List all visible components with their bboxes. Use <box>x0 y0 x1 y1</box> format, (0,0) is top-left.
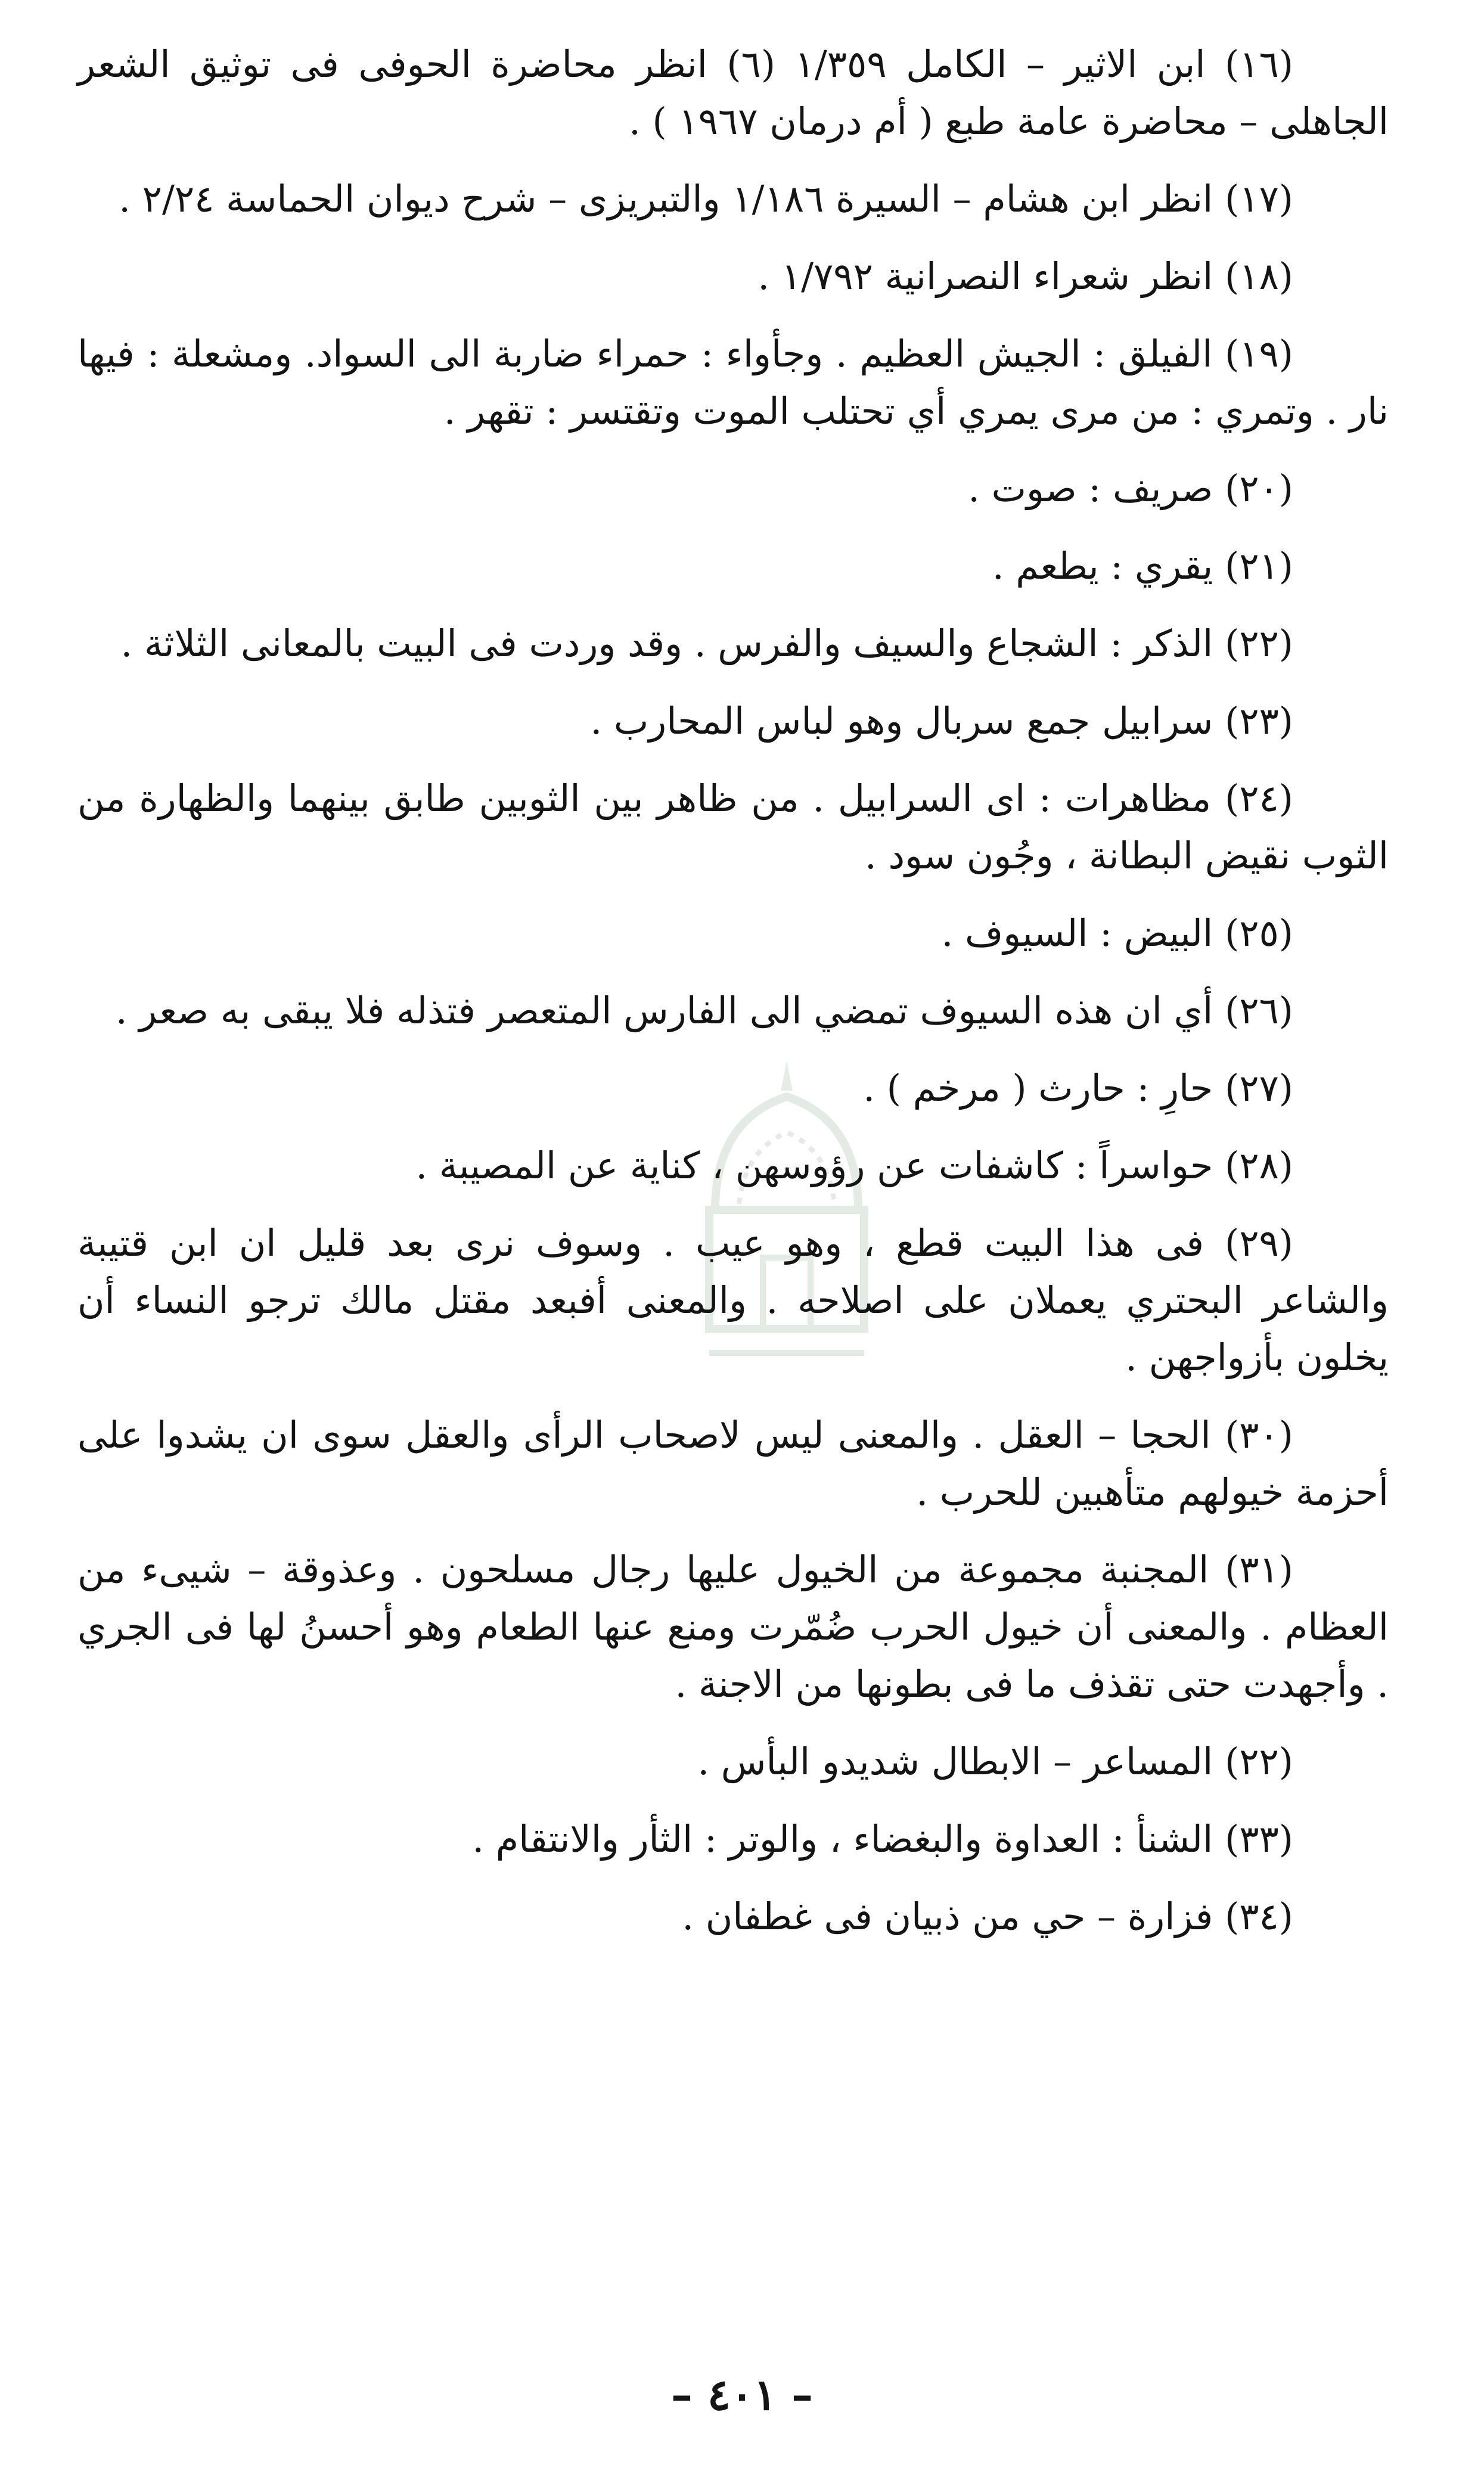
footnote-number: (٢٢) <box>1224 622 1293 665</box>
footnote-number: (٣٠) <box>1224 1413 1293 1457</box>
footnote-number: (٢٠) <box>1224 467 1293 510</box>
footnote-text: حواسراً : كاشفات عن رؤوسهن ، كناية عن المصيبة . <box>415 1144 1213 1187</box>
footnote-text: صريف : صوت . <box>968 467 1213 510</box>
footnote-number: (٢٥) <box>1224 911 1293 955</box>
footnotes-list <box>77 36 1389 1966</box>
footnote-text: الفيلق : الجيش العظيم . وجأواء : حمراء ضاربة الى السواد. ومشعلة : فيها نار . وتمري : من مرى يمري أي تحتلب الموت وتقتسر : تقهر . <box>77 332 1389 433</box>
footnote <box>77 905 1389 962</box>
footnote <box>77 1407 1389 1521</box>
footnote-number: (٢٤) <box>1224 777 1293 820</box>
footnote-text: فى هذا البيت قطع ، وهو عيب . وسوف نرى بعد قليل ان ابن قتيبة والشاعر البحتري يعملان على اصلاحه . والمعنى أفبعد مقتل مالك ترجو النساء أن يخلون بأزواجهن . <box>77 1221 1389 1379</box>
footnote-number: (٢٣) <box>1224 699 1293 743</box>
footnote <box>77 325 1389 440</box>
footnote <box>77 615 1389 672</box>
footnote <box>77 170 1389 228</box>
footnote <box>77 770 1389 884</box>
footnote-number: (٢١) <box>1224 544 1293 588</box>
footnote <box>77 538 1389 595</box>
footnote-text: أي ان هذه السيوف تمضي الى الفارس المتعصر فتذله فلا يبقى به صعر . <box>115 989 1213 1032</box>
footnote-number: (٢٢) <box>1224 1740 1293 1783</box>
footnote <box>77 1541 1389 1713</box>
page-number: – ٤٠١ – <box>670 2369 814 2420</box>
footnote-number: (١٦) <box>1225 42 1294 86</box>
footnote <box>77 982 1389 1039</box>
footnote-number: (٣١) <box>1224 1548 1293 1591</box>
footnote-text: فزارة – حي من ذبيان فى غطفان . <box>682 1895 1213 1938</box>
footnote-number: (١٨) <box>1224 254 1293 298</box>
footnote-text: سرابيل جمع سربال وهو لباس المحارب . <box>590 699 1213 743</box>
footnote-text: الذكر : الشجاع والسيف والفرس . وقد وردت فى البيت بالمعانى الثلاثة . <box>120 622 1213 665</box>
footnote-text: المجنبة مجموعة من الخيول عليها رجال مسلحون . وعذوقة – شيىء من العظام . والمعنى أن خيول الحرب ضُمّرت ومنع عنها الطعام وهو أحسنُ لها فى الجري . وأجهدت حتى تقذف ما فى بطونها من الاجنة . <box>77 1548 1389 1706</box>
footnote-text: حارِ : حارث ( مرخم ) . <box>863 1066 1213 1110</box>
footnote-number: (٣٤) <box>1224 1895 1293 1938</box>
footnote-number: (١٧) <box>1224 177 1293 221</box>
footnote-number: (٢٧) <box>1224 1066 1293 1110</box>
footnote-number: (١٩) <box>1224 332 1293 375</box>
footnote-text: مظاهرات : اى السرابيل . من ظاهر بين الثوبين طابق بينهما والظهارة من الثوب نقيض البطانة ، وجُون سود . <box>77 777 1389 877</box>
footnote-text: الشنأ : العداوة والبغضاء ، والوتر : الثأر والانتقام . <box>472 1817 1213 1861</box>
footnote-text: يقري : يطعم . <box>992 544 1213 588</box>
footnote <box>77 460 1389 517</box>
footnote <box>77 1811 1389 1868</box>
footnote-number: (٢٨) <box>1224 1144 1293 1187</box>
footnote <box>77 1888 1389 1945</box>
footnote-text: الحجا – العقل . والمعنى ليس لاصحاب الرأى والعقل سوى ان يشدوا على أحزمة خيولهم متأهبين للحرب . <box>77 1413 1389 1514</box>
footnote <box>77 248 1389 305</box>
footnote-text: البيض : السيوف . <box>941 911 1213 955</box>
footnote <box>77 1060 1389 1117</box>
footnote <box>77 1733 1389 1790</box>
footnote <box>77 1215 1389 1386</box>
footnote-number: (٣٣) <box>1224 1817 1293 1861</box>
footnote <box>77 693 1389 750</box>
footnote-text: ابن الاثير – الكامل ١/٣٥٩ (٦) انظر محاضرة الحوفى فى توثيق الشعر الجاهلى – محاضرة عامة طبع ( أم درمان ١٩٦٧ ) . <box>77 42 1389 143</box>
footnote-text: انظر ابن هشام – السيرة ١/١٨٦ والتبريزى – شرح ديوان الحماسة ٢/٢٤ . <box>119 177 1213 221</box>
footnote <box>77 1137 1389 1194</box>
footnote-number: (٢٦) <box>1224 989 1293 1032</box>
footnote-number: (٢٩) <box>1224 1221 1293 1265</box>
footnote-text: المساعر – الابطال شديدو البأس . <box>697 1740 1213 1783</box>
footnote <box>77 36 1389 150</box>
footnote-text: انظر شعراء النصرانية ١/٧٩٢ . <box>757 254 1213 298</box>
